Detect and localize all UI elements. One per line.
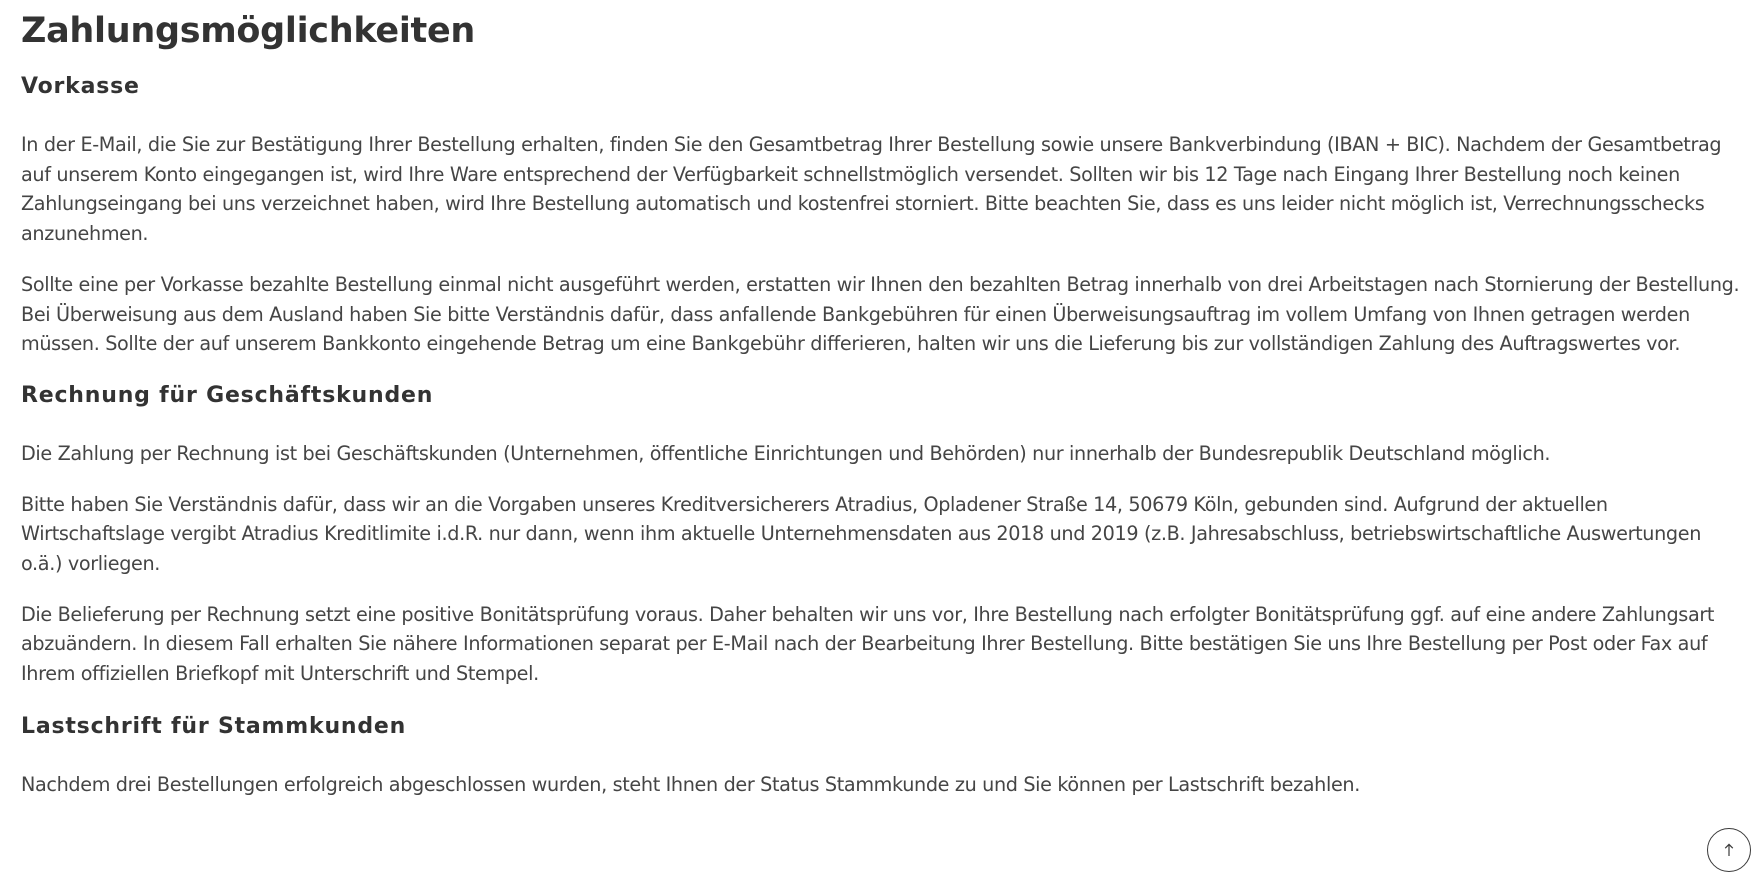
section-heading-rechnung: Rechnung für Geschäftskunden <box>21 382 434 408</box>
section-lastschrift-stammkunden <box>21 712 1746 800</box>
paragraph: Die Belieferung per Rechnung setzt eine positive Bonitätsprüfung voraus. Daher behalten wir uns vor, Ihre Bestellung nach erfolgter Bonitätsprüfung ggf. auf eine andere Zahlungsart abzuändern. In diesem Fall erhalten Sie nähere Informationen separat per E-Mail nach der Bearbeitung Ihrer Bestellung. Bitte bestätigen Sie uns Ihre Bestellung per Post oder Fax auf Ihrem offiziellen Briefkopf mit Unterschrift und Stempel. <box>21 602 1715 686</box>
section-vorkasse <box>21 72 1746 359</box>
scroll-to-top-button[interactable] <box>1707 828 1751 872</box>
paragraph: Die Zahlung per Rechnung ist bei Geschäftskunden (Unternehmen, öffentliche Einrichtungen und Behörden) nur innerhalb der Bundesrepublik Deutschland möglich. <box>21 441 1551 465</box>
page-title: Zahlungsmöglichkeiten <box>21 11 476 51</box>
paragraph: Sollte eine per Vorkasse bezahlte Bestellung einmal nicht ausgeführt werden, erstatten wir Ihnen den bezahlten Betrag innerhalb von drei Arbeitstagen nach Stornierung der Bestellung. Bei Überweisung aus dem Ausland haben Sie bitte Verständnis dafür, dass anfallende Bankgebühren für einen Überweisungsauftrag im vollem Umfang von Ihnen getragen werden müssen. Sollte der auf unserem Bankkonto eingehende Betrag um eine Bankgebühr differieren, halten wir uns die Lieferung bis zur vollständigen Zahlung des Auftragswertes vor. <box>21 272 1740 356</box>
main-content <box>21 0 1746 800</box>
section-rechnung-geschaeftskunden <box>21 381 1746 689</box>
paragraph: Nachdem drei Bestellungen erfolgreich abgeschlossen wurden, steht Ihnen der Status Stammkunde zu und Sie können per Lastschrift bezahlen. <box>21 772 1360 796</box>
paragraph: Bitte haben Sie Verständnis dafür, dass wir an die Vorgaben unseres Kreditversicherers Atradius, Opladener Straße 14, 50679 Köln, gebunden sind. Aufgrund der aktuellen Wirtschaftslage vergibt Atradius Kreditlimite i.d.R. nur dann, wenn ihm aktuelle Unternehmensdaten aus 2018 und 2019 (z.B. Jahresabschluss, betriebswirtschaftliche Auswertungen o.ä.) vorliegen. <box>21 492 1702 576</box>
section-heading-vorkasse: Vorkasse <box>21 74 140 99</box>
paragraph: In der E-Mail, die Sie zur Bestätigung Ihrer Bestellung erhalten, finden Sie den Gesamtbetrag Ihrer Bestellung sowie unsere Bankverbindung (IBAN + BIC). Nachdem der Gesamtbetrag auf unserem Konto eingegangen ist, wird Ihre Ware entsprechend der Verfügbarkeit schnellstmöglich versendet. Sollten wir bis 12 Tage nach Eingang Ihrer Bestellung noch keinen Zahlungseingang bei uns verzeichnet haben, wird Ihre Bestellung automatisch und kostenfrei storniert. Bitte beachten Sie, dass es uns leider nicht möglich ist, Verrechnungsschecks anzunehmen. <box>21 133 1722 246</box>
arrow-up-icon <box>1722 842 1736 858</box>
section-heading-lastschrift: Lastschrift für Stammkunden <box>21 713 407 739</box>
